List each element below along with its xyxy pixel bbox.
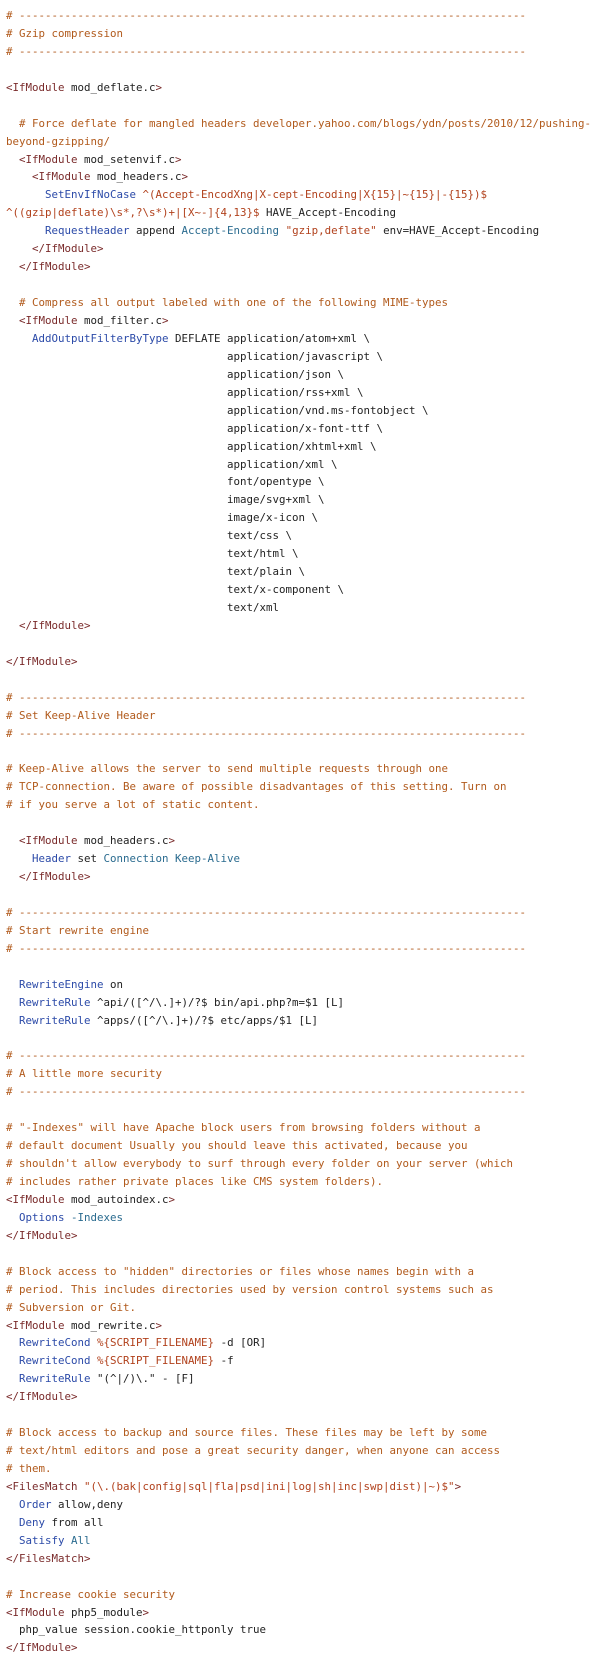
code-line <box>6 1119 600 1137</box>
code-line <box>6 832 600 850</box>
code-line <box>6 1460 600 1478</box>
tag-text: <IfModule <box>6 1605 65 1619</box>
code-line <box>6 258 600 276</box>
comment-text: # Subversion or Git. <box>6 1300 137 1314</box>
code-line <box>6 420 600 438</box>
comment-text: # ------------------------------------------------------------------------------ <box>6 905 527 919</box>
directive-keyword: RequestHeader <box>45 224 130 238</box>
tag-text: > <box>155 80 163 94</box>
code-text: DEFLATE application/atom+xml \ <box>168 331 371 345</box>
tag-text: > <box>155 1318 163 1332</box>
code-text: text/css \ <box>6 529 293 543</box>
code-text <box>6 1534 19 1547</box>
code-text <box>6 1372 19 1385</box>
tag-text: <IfModule <box>32 170 91 184</box>
code-line <box>6 1047 600 1065</box>
code-text: application/vnd.ms-fontobject \ <box>6 403 429 417</box>
directive-keyword: SetEnvIfNoCase <box>45 188 137 202</box>
code-line <box>6 1532 600 1550</box>
code-line <box>6 384 600 402</box>
code-text <box>6 332 32 345</box>
code-line <box>6 1352 600 1370</box>
code-text: font/opentype \ <box>6 475 325 489</box>
comment-text: # Block access to "hidden" directories or files whose names begin with a <box>6 1264 475 1278</box>
code-text: append <box>129 224 182 238</box>
code-text <box>6 852 32 865</box>
comment-text: # Start rewrite engine <box>6 923 150 937</box>
tag-text: > <box>175 152 182 166</box>
comment-text: # text/html editors and pose a great security danger, when anyone can access <box>6 1444 501 1458</box>
comment-text: # default document Usually you should leave this activated, because you <box>6 1139 468 1153</box>
directive-keyword: RewriteRule <box>19 1372 91 1386</box>
tag-text: > <box>168 1192 176 1206</box>
code-line <box>6 186 600 222</box>
code-line <box>6 545 600 563</box>
code-line <box>6 1012 600 1030</box>
code-text: application/xml \ <box>6 457 338 471</box>
comment-text: # them. <box>6 1462 52 1475</box>
tag-text: <FilesMatch <box>6 1479 78 1493</box>
code-line <box>6 294 600 312</box>
tag-text: <IfModule <box>19 834 78 848</box>
code-line <box>6 473 600 491</box>
comment-text: # ------------------------------------------------------------------------------ <box>6 726 527 740</box>
tag-text: </IfModule> <box>6 1228 78 1242</box>
directive-keyword: RewriteRule <box>19 1013 91 1027</box>
code-line <box>6 222 600 240</box>
code-line <box>6 796 600 814</box>
code-text: -d [OR] <box>214 1336 267 1350</box>
comment-text: # period. This includes directories used by version control systems such as <box>6 1282 494 1296</box>
tag-text: </IfModule> <box>19 260 91 274</box>
code-line <box>6 599 600 617</box>
code-text <box>487 188 494 201</box>
code-text: ^api/([^/\.]+)/?$ bin/api.php?m=$1 [L] <box>90 995 345 1009</box>
code-line <box>6 402 600 420</box>
code-line <box>6 850 600 868</box>
code-line <box>6 1568 600 1586</box>
code-line <box>6 1621 600 1639</box>
code-line <box>6 276 600 294</box>
code-text: text/x-component \ <box>6 583 345 597</box>
code-text: HAVE_Accept-Encoding <box>259 206 397 220</box>
comment-text: # A little more security <box>6 1067 163 1081</box>
code-line <box>6 79 600 97</box>
comment-text: # TCP-connection. Be aware of possible disadvantages of this setting. Turn on <box>6 780 507 794</box>
code-line <box>6 1191 600 1209</box>
code-line <box>6 1065 600 1083</box>
comment-text: # Force deflate for mangled headers developer.yahoo.com/blogs/ydn/posts/2010/12/pushing-beyond-gzipping/ <box>6 116 592 148</box>
code-text: from all <box>45 1515 104 1529</box>
code-line <box>6 330 600 348</box>
code-line <box>6 1083 600 1101</box>
code-line <box>6 1388 600 1406</box>
code-line <box>6 760 600 778</box>
code-line <box>6 814 600 832</box>
code-text <box>6 978 19 991</box>
tag-text: </IfModule> <box>6 654 78 668</box>
directive-keyword: Satisfy <box>19 1533 65 1547</box>
code-line <box>6 25 600 43</box>
code-text <box>6 1336 19 1349</box>
code-text <box>6 1211 19 1224</box>
code-text: image/svg+xml \ <box>6 493 325 507</box>
value-text: Accept-Encoding <box>181 224 280 238</box>
directive-keyword: Order <box>19 1497 52 1511</box>
code-line <box>6 1334 600 1352</box>
code-text: text/plain \ <box>6 565 306 579</box>
code-line <box>6 1424 600 1442</box>
string-text: "gzip,deflate" <box>285 224 377 238</box>
code-text: application/rss+xml \ <box>6 385 364 399</box>
value-text: Connection Keep-Alive <box>103 852 241 866</box>
code-text <box>6 1354 19 1367</box>
code-line <box>6 1101 600 1119</box>
tag-text: </FilesMatch> <box>6 1551 91 1565</box>
tag-text: </IfModule> <box>19 870 91 884</box>
string-text: ^(Accept-EncodXng|X-cept-Encoding|X{15}|~{15}|-{15})$ <box>142 188 488 202</box>
code-line <box>6 1227 600 1245</box>
code-text <box>6 153 19 166</box>
code-line <box>6 456 600 474</box>
comment-text: # ------------------------------------------------------------------------------ <box>6 1085 527 1099</box>
code-line <box>6 1550 600 1568</box>
code-line <box>6 312 600 330</box>
code-text <box>6 1498 19 1511</box>
code-line <box>6 617 600 635</box>
code-text: application/json \ <box>6 367 345 381</box>
code-line <box>6 707 600 725</box>
code-text: mod_rewrite.c <box>64 1318 156 1332</box>
code-text: mod_setenvif.c <box>77 152 176 166</box>
code-line <box>6 886 600 904</box>
code-text <box>6 242 32 255</box>
code-text: image/x-icon \ <box>6 511 319 525</box>
code-text: mod_filter.c <box>77 314 163 327</box>
code-text <box>6 224 45 237</box>
code-line <box>6 1406 600 1424</box>
code-text: application/xhtml+xml \ <box>6 439 377 453</box>
value-text: All <box>71 1533 91 1547</box>
code-text: allow,deny <box>51 1497 124 1511</box>
code-text: mod_headers.c <box>77 834 169 848</box>
code-text: application/javascript \ <box>6 349 384 363</box>
code-line <box>6 1245 600 1263</box>
code-line <box>6 563 600 581</box>
tag-text: > <box>181 170 189 184</box>
code-text: application/x-font-ttf \ <box>6 421 384 435</box>
tag-text: </IfModule> <box>32 242 104 256</box>
code-line <box>6 671 600 689</box>
code-text: env=HAVE_Accept-Encoding <box>376 224 540 238</box>
code-line <box>6 689 600 707</box>
comment-text: # Increase cookie security <box>6 1587 176 1601</box>
code-text: mod_deflate.c <box>64 80 156 94</box>
code-line <box>6 940 600 958</box>
code-line <box>6 240 600 258</box>
code-line <box>6 168 600 186</box>
code-line <box>6 348 600 366</box>
comment-text: # ------------------------------------------------------------------------------ <box>6 941 527 955</box>
code-line <box>6 653 600 671</box>
directive-keyword: Deny <box>19 1515 46 1529</box>
comment-text: # includes rather private places like CMS system folders). <box>6 1175 384 1188</box>
comment-text: # shouldn't allow everybody to surf through every folder on your server (which <box>6 1157 514 1171</box>
code-text: php_value session.cookie_httponly true <box>6 1623 267 1637</box>
code-line <box>6 1478 600 1496</box>
tag-text: > <box>454 1479 462 1493</box>
code-text: on <box>103 977 124 991</box>
code-line <box>6 61 600 79</box>
code-line <box>6 1639 600 1657</box>
code-text <box>6 170 32 183</box>
code-line <box>6 527 600 545</box>
code-line <box>6 1173 600 1191</box>
code-line <box>6 7 600 25</box>
code-line <box>6 958 600 976</box>
comment-text: # Keep-Alive allows the server to send multiple requests through one <box>6 762 449 776</box>
comment-text: # ------------------------------------------------------------------------------ <box>6 44 527 58</box>
code-line <box>6 1137 600 1155</box>
code-line <box>6 1281 600 1299</box>
code-text <box>6 314 19 327</box>
string-text: "(\.(bak|config|sql|fla|psd|ini|log|sh|inc|swp|dist)|~)$" <box>84 1479 455 1493</box>
code-line <box>6 743 600 761</box>
string-text: ^((gzip|deflate)\s*,?\s*)+|[X~-]{4,13}$ <box>6 206 260 220</box>
directive-keyword: Header <box>32 852 72 866</box>
tag-text: > <box>142 1605 150 1619</box>
code-text <box>6 260 19 273</box>
code-line <box>6 1030 600 1048</box>
code-text <box>6 188 45 201</box>
tag-text: </IfModule> <box>19 618 91 632</box>
code-line <box>6 1496 600 1514</box>
code-text: ^apps/([^/\.]+)/?$ etc/apps/$1 [L] <box>90 1013 319 1027</box>
code-line <box>6 366 600 384</box>
tag-text: </IfModule> <box>6 1641 78 1655</box>
code-text <box>6 1516 19 1529</box>
code-line <box>6 491 600 509</box>
code-line <box>6 1604 600 1622</box>
tag-text: <IfModule <box>19 314 78 327</box>
tag-text: <IfModule <box>6 1318 65 1332</box>
comment-text: # ------------------------------------------------------------------------------ <box>6 690 527 704</box>
code-line <box>6 1442 600 1460</box>
comment-text: # Block access to backup and source files. These files may be left by some <box>6 1426 488 1440</box>
code-text: mod_autoindex.c <box>64 1192 169 1206</box>
value-text: -Indexes <box>71 1210 124 1224</box>
code-line <box>6 1155 600 1173</box>
code-text: "(^|/)\." - [F] <box>90 1372 195 1386</box>
directive-keyword: RewriteRule <box>19 995 91 1009</box>
code-line <box>6 635 600 653</box>
code-line <box>6 976 600 994</box>
code-text <box>6 870 19 883</box>
code-text: -f <box>214 1354 234 1368</box>
code-line <box>6 151 600 169</box>
tag-text: > <box>168 834 176 848</box>
directive-keyword: RewriteCond <box>19 1354 91 1368</box>
comment-text: # if you serve a lot of static content. <box>6 798 260 812</box>
code-line <box>6 1209 600 1227</box>
comment-text: # ------------------------------------------------------------------------------ <box>6 9 527 22</box>
directive-keyword: RewriteCond <box>19 1336 91 1350</box>
code-line <box>6 904 600 922</box>
code-line <box>6 1514 600 1532</box>
code-line <box>6 115 600 151</box>
code-line <box>6 1263 600 1281</box>
code-text: mod_headers.c <box>90 170 182 184</box>
comment-text: # Set Keep-Alive Header <box>6 708 156 722</box>
code-line <box>6 868 600 886</box>
code-line <box>6 994 600 1012</box>
directive-keyword: Options <box>19 1210 65 1224</box>
comment-text: # Compress all output labeled with one of the following MIME-types <box>6 296 449 310</box>
code-text: php5_module <box>64 1605 143 1619</box>
code-line <box>6 778 600 796</box>
code-text <box>6 996 19 1009</box>
tag-text: <IfModule <box>19 152 78 166</box>
code-text <box>6 834 19 847</box>
code-line <box>6 922 600 940</box>
code-line <box>6 581 600 599</box>
directive-keyword: AddOutputFilterByType <box>32 331 169 345</box>
comment-text: # ------------------------------------------------------------------------------ <box>6 1049 527 1063</box>
code-line <box>6 1586 600 1604</box>
code-line <box>6 43 600 61</box>
string-text: %{SCRIPT_FILENAME} <box>97 1336 215 1350</box>
tag-text: <IfModule <box>6 80 65 94</box>
code-line <box>6 1370 600 1388</box>
code-text: set <box>71 852 104 866</box>
code-text: text/html \ <box>6 547 299 561</box>
code-line <box>6 97 600 115</box>
string-text: %{SCRIPT_FILENAME} <box>97 1354 215 1368</box>
comment-text: # Gzip compression <box>6 26 124 40</box>
code-line <box>6 725 600 743</box>
code-line <box>6 509 600 527</box>
code-text <box>6 1014 19 1027</box>
code-text: text/xml <box>6 601 280 614</box>
code-line <box>6 1299 600 1317</box>
tag-text: > <box>162 314 169 327</box>
directive-keyword: RewriteEngine <box>19 977 104 991</box>
tag-text: <IfModule <box>6 1192 65 1206</box>
code-line <box>6 1317 600 1335</box>
code-line <box>6 438 600 456</box>
code-text <box>6 619 19 632</box>
comment-text: # "-Indexes" will have Apache block users from browsing folders without a <box>6 1121 481 1135</box>
tag-text: </IfModule> <box>6 1390 78 1404</box>
